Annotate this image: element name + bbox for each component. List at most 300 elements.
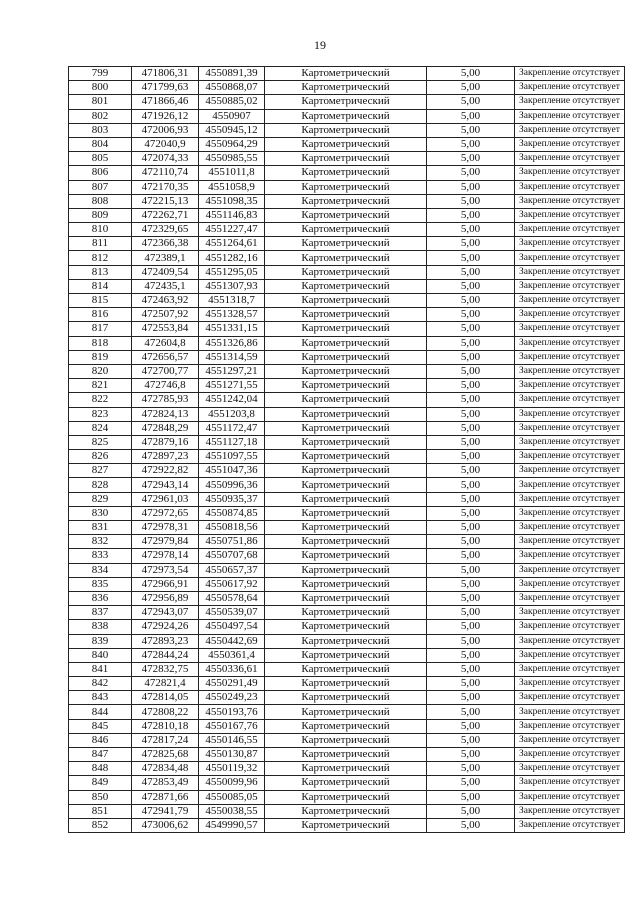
y-coordinate-cell: 4551314,59 xyxy=(199,350,265,364)
point-number-cell: 848 xyxy=(69,762,132,776)
method-cell: Картометрический xyxy=(265,251,427,265)
point-number-cell: 803 xyxy=(69,123,132,137)
table-row xyxy=(69,535,625,549)
method-cell: Картометрический xyxy=(265,137,427,151)
method-cell: Картометрический xyxy=(265,237,427,251)
point-number-cell: 801 xyxy=(69,95,132,109)
fixation-cell: Закрепление отсутствует xyxy=(515,67,625,81)
y-coordinate-cell: 4551203,8 xyxy=(199,407,265,421)
point-number-cell: 829 xyxy=(69,492,132,506)
precision-cell: 5,00 xyxy=(427,719,515,733)
table-row xyxy=(69,464,625,478)
y-coordinate-cell: 4550130,87 xyxy=(199,748,265,762)
fixation-cell: Закрепление отсутствует xyxy=(515,208,625,222)
table-row xyxy=(69,95,625,109)
method-cell: Картометрический xyxy=(265,563,427,577)
precision-cell: 5,00 xyxy=(427,421,515,435)
point-number-cell: 802 xyxy=(69,109,132,123)
table-row xyxy=(69,407,625,421)
y-coordinate-cell: 4550085,05 xyxy=(199,790,265,804)
method-cell: Картометрический xyxy=(265,733,427,747)
precision-cell: 5,00 xyxy=(427,435,515,449)
point-number-cell: 817 xyxy=(69,322,132,336)
x-coordinate-cell: 472700,77 xyxy=(132,364,199,378)
x-coordinate-cell: 471866,46 xyxy=(132,95,199,109)
x-coordinate-cell: 472832,75 xyxy=(132,662,199,676)
fixation-cell: Закрепление отсутствует xyxy=(515,152,625,166)
x-coordinate-cell: 472040,9 xyxy=(132,137,199,151)
fixation-cell: Закрепление отсутствует xyxy=(515,662,625,676)
x-coordinate-cell: 472941,79 xyxy=(132,804,199,818)
y-coordinate-cell: 4550167,76 xyxy=(199,719,265,733)
point-number-cell: 831 xyxy=(69,521,132,535)
table-row xyxy=(69,81,625,95)
precision-cell: 5,00 xyxy=(427,237,515,251)
fixation-cell: Закрепление отсутствует xyxy=(515,776,625,790)
fixation-cell: Закрепление отсутствует xyxy=(515,166,625,180)
table-row xyxy=(69,733,625,747)
fixation-cell: Закрепление отсутствует xyxy=(515,733,625,747)
table-row xyxy=(69,620,625,634)
x-coordinate-cell: 472961,03 xyxy=(132,492,199,506)
fixation-cell: Закрепление отсутствует xyxy=(515,492,625,506)
precision-cell: 5,00 xyxy=(427,577,515,591)
method-cell: Картометрический xyxy=(265,719,427,733)
precision-cell: 5,00 xyxy=(427,265,515,279)
x-coordinate-cell: 473006,62 xyxy=(132,818,199,832)
y-coordinate-cell: 4550996,36 xyxy=(199,478,265,492)
table-row xyxy=(69,152,625,166)
y-coordinate-cell: 4551098,35 xyxy=(199,194,265,208)
table-row xyxy=(69,634,625,648)
x-coordinate-cell: 472656,57 xyxy=(132,350,199,364)
precision-cell: 5,00 xyxy=(427,180,515,194)
table-row xyxy=(69,762,625,776)
precision-cell: 5,00 xyxy=(427,407,515,421)
point-number-cell: 806 xyxy=(69,166,132,180)
x-coordinate-cell: 472893,23 xyxy=(132,634,199,648)
y-coordinate-cell: 4551264,61 xyxy=(199,237,265,251)
method-cell: Картометрический xyxy=(265,762,427,776)
point-number-cell: 843 xyxy=(69,691,132,705)
fixation-cell: Закрепление отсутствует xyxy=(515,109,625,123)
method-cell: Картометрический xyxy=(265,577,427,591)
precision-cell: 5,00 xyxy=(427,818,515,832)
x-coordinate-cell: 472110,74 xyxy=(132,166,199,180)
method-cell: Картометрический xyxy=(265,265,427,279)
y-coordinate-cell: 4549990,57 xyxy=(199,818,265,832)
y-coordinate-cell: 4550099,96 xyxy=(199,776,265,790)
precision-cell: 5,00 xyxy=(427,677,515,691)
fixation-cell: Закрепление отсутствует xyxy=(515,308,625,322)
y-coordinate-cell: 4551318,7 xyxy=(199,294,265,308)
precision-cell: 5,00 xyxy=(427,279,515,293)
table-row xyxy=(69,393,625,407)
fixation-cell: Закрепление отсутствует xyxy=(515,194,625,208)
method-cell: Картометрический xyxy=(265,804,427,818)
coordinates-table xyxy=(68,66,625,833)
y-coordinate-cell: 4551295,05 xyxy=(199,265,265,279)
x-coordinate-cell: 472978,31 xyxy=(132,521,199,535)
precision-cell: 5,00 xyxy=(427,464,515,478)
method-cell: Картометрический xyxy=(265,322,427,336)
point-number-cell: 800 xyxy=(69,81,132,95)
y-coordinate-cell: 4551172,47 xyxy=(199,421,265,435)
table-row xyxy=(69,748,625,762)
method-cell: Картометрический xyxy=(265,748,427,762)
point-number-cell: 849 xyxy=(69,776,132,790)
precision-cell: 5,00 xyxy=(427,591,515,605)
method-cell: Картометрический xyxy=(265,506,427,520)
precision-cell: 5,00 xyxy=(427,336,515,350)
point-number-cell: 816 xyxy=(69,308,132,322)
method-cell: Картометрический xyxy=(265,492,427,506)
fixation-cell: Закрепление отсутствует xyxy=(515,762,625,776)
method-cell: Картометрический xyxy=(265,95,427,109)
fixation-cell: Закрепление отсутствует xyxy=(515,336,625,350)
table-row xyxy=(69,223,625,237)
table-row xyxy=(69,790,625,804)
y-coordinate-cell: 4550868,07 xyxy=(199,81,265,95)
precision-cell: 5,00 xyxy=(427,705,515,719)
fixation-cell: Закрепление отсутствует xyxy=(515,577,625,591)
table-row xyxy=(69,677,625,691)
y-coordinate-cell: 4550578,64 xyxy=(199,591,265,605)
table-row xyxy=(69,123,625,137)
fixation-cell: Закрепление отсутствует xyxy=(515,804,625,818)
method-cell: Картометрический xyxy=(265,194,427,208)
precision-cell: 5,00 xyxy=(427,804,515,818)
x-coordinate-cell: 472604,8 xyxy=(132,336,199,350)
precision-cell: 5,00 xyxy=(427,691,515,705)
x-coordinate-cell: 471799,63 xyxy=(132,81,199,95)
table-row xyxy=(69,506,625,520)
method-cell: Картометрический xyxy=(265,464,427,478)
table-row xyxy=(69,435,625,449)
x-coordinate-cell: 472879,16 xyxy=(132,435,199,449)
precision-cell: 5,00 xyxy=(427,762,515,776)
y-coordinate-cell: 4551297,21 xyxy=(199,364,265,378)
table-row xyxy=(69,350,625,364)
precision-cell: 5,00 xyxy=(427,478,515,492)
method-cell: Картометрический xyxy=(265,535,427,549)
x-coordinate-cell: 472979,84 xyxy=(132,535,199,549)
table-row xyxy=(69,450,625,464)
fixation-cell: Закрепление отсутствует xyxy=(515,549,625,563)
y-coordinate-cell: 4551326,86 xyxy=(199,336,265,350)
y-coordinate-cell: 4550874,85 xyxy=(199,506,265,520)
table-row xyxy=(69,776,625,790)
method-cell: Картометрический xyxy=(265,67,427,81)
y-coordinate-cell: 4550361,4 xyxy=(199,648,265,662)
fixation-cell: Закрепление отсутствует xyxy=(515,478,625,492)
table-row xyxy=(69,251,625,265)
x-coordinate-cell: 472844,24 xyxy=(132,648,199,662)
x-coordinate-cell: 472956,89 xyxy=(132,591,199,605)
method-cell: Картометрический xyxy=(265,81,427,95)
precision-cell: 5,00 xyxy=(427,790,515,804)
fixation-cell: Закрепление отсутствует xyxy=(515,634,625,648)
y-coordinate-cell: 4550291,49 xyxy=(199,677,265,691)
precision-cell: 5,00 xyxy=(427,733,515,747)
point-number-cell: 810 xyxy=(69,223,132,237)
point-number-cell: 824 xyxy=(69,421,132,435)
y-coordinate-cell: 4551047,36 xyxy=(199,464,265,478)
fixation-cell: Закрепление отсутствует xyxy=(515,137,625,151)
method-cell: Картометрический xyxy=(265,152,427,166)
y-coordinate-cell: 4550751,86 xyxy=(199,535,265,549)
x-coordinate-cell: 472871,66 xyxy=(132,790,199,804)
precision-cell: 5,00 xyxy=(427,308,515,322)
method-cell: Картометрический xyxy=(265,549,427,563)
x-coordinate-cell: 472978,14 xyxy=(132,549,199,563)
y-coordinate-cell: 4550907 xyxy=(199,109,265,123)
method-cell: Картометрический xyxy=(265,379,427,393)
fixation-cell: Закрепление отсутствует xyxy=(515,450,625,464)
table-row xyxy=(69,563,625,577)
table-row xyxy=(69,379,625,393)
fixation-cell: Закрепление отсутствует xyxy=(515,435,625,449)
method-cell: Картометрический xyxy=(265,308,427,322)
precision-cell: 5,00 xyxy=(427,251,515,265)
y-coordinate-cell: 4551328,57 xyxy=(199,308,265,322)
point-number-cell: 850 xyxy=(69,790,132,804)
fixation-cell: Закрепление отсутствует xyxy=(515,648,625,662)
x-coordinate-cell: 472972,65 xyxy=(132,506,199,520)
fixation-cell: Закрепление отсутствует xyxy=(515,705,625,719)
x-coordinate-cell: 472834,48 xyxy=(132,762,199,776)
coordinates-table-body xyxy=(69,67,625,833)
table-row xyxy=(69,478,625,492)
precision-cell: 5,00 xyxy=(427,223,515,237)
table-row xyxy=(69,492,625,506)
y-coordinate-cell: 4550336,61 xyxy=(199,662,265,676)
x-coordinate-cell: 472943,07 xyxy=(132,606,199,620)
precision-cell: 5,00 xyxy=(427,776,515,790)
table-row xyxy=(69,521,625,535)
table-row xyxy=(69,705,625,719)
table-row xyxy=(69,591,625,605)
point-number-cell: 845 xyxy=(69,719,132,733)
table-row xyxy=(69,180,625,194)
fixation-cell: Закрепление отсутствует xyxy=(515,123,625,137)
x-coordinate-cell: 472409,54 xyxy=(132,265,199,279)
y-coordinate-cell: 4550539,07 xyxy=(199,606,265,620)
y-coordinate-cell: 4550657,37 xyxy=(199,563,265,577)
y-coordinate-cell: 4550497,54 xyxy=(199,620,265,634)
table-row xyxy=(69,662,625,676)
point-number-cell: 825 xyxy=(69,435,132,449)
method-cell: Картометрический xyxy=(265,208,427,222)
y-coordinate-cell: 4550249,23 xyxy=(199,691,265,705)
method-cell: Картометрический xyxy=(265,818,427,832)
fixation-cell: Закрепление отсутствует xyxy=(515,81,625,95)
y-coordinate-cell: 4550935,37 xyxy=(199,492,265,506)
y-coordinate-cell: 4551146,83 xyxy=(199,208,265,222)
point-number-cell: 830 xyxy=(69,506,132,520)
point-number-cell: 833 xyxy=(69,549,132,563)
point-number-cell: 805 xyxy=(69,152,132,166)
table-row xyxy=(69,577,625,591)
point-number-cell: 822 xyxy=(69,393,132,407)
y-coordinate-cell: 4551271,55 xyxy=(199,379,265,393)
x-coordinate-cell: 472821,4 xyxy=(132,677,199,691)
fixation-cell: Закрепление отсутствует xyxy=(515,294,625,308)
x-coordinate-cell: 472507,92 xyxy=(132,308,199,322)
precision-cell: 5,00 xyxy=(427,393,515,407)
fixation-cell: Закрепление отсутствует xyxy=(515,279,625,293)
precision-cell: 5,00 xyxy=(427,549,515,563)
table-row xyxy=(69,265,625,279)
precision-cell: 5,00 xyxy=(427,492,515,506)
x-coordinate-cell: 472943,14 xyxy=(132,478,199,492)
table-row xyxy=(69,208,625,222)
x-coordinate-cell: 472817,24 xyxy=(132,733,199,747)
method-cell: Картометрический xyxy=(265,478,427,492)
fixation-cell: Закрепление отсутствует xyxy=(515,393,625,407)
table-row xyxy=(69,308,625,322)
point-number-cell: 841 xyxy=(69,662,132,676)
y-coordinate-cell: 4550193,76 xyxy=(199,705,265,719)
table-row xyxy=(69,648,625,662)
point-number-cell: 834 xyxy=(69,563,132,577)
method-cell: Картометрический xyxy=(265,336,427,350)
y-coordinate-cell: 4551058,9 xyxy=(199,180,265,194)
method-cell: Картометрический xyxy=(265,662,427,676)
fixation-cell: Закрепление отсутствует xyxy=(515,95,625,109)
fixation-cell: Закрепление отсутствует xyxy=(515,237,625,251)
precision-cell: 5,00 xyxy=(427,450,515,464)
precision-cell: 5,00 xyxy=(427,294,515,308)
x-coordinate-cell: 472824,13 xyxy=(132,407,199,421)
point-number-cell: 838 xyxy=(69,620,132,634)
x-coordinate-cell: 472924,26 xyxy=(132,620,199,634)
method-cell: Картометрический xyxy=(265,691,427,705)
point-number-cell: 804 xyxy=(69,137,132,151)
point-number-cell: 851 xyxy=(69,804,132,818)
precision-cell: 5,00 xyxy=(427,194,515,208)
method-cell: Картометрический xyxy=(265,364,427,378)
fixation-cell: Закрепление отсутствует xyxy=(515,719,625,733)
y-coordinate-cell: 4550985,55 xyxy=(199,152,265,166)
point-number-cell: 808 xyxy=(69,194,132,208)
fixation-cell: Закрепление отсутствует xyxy=(515,407,625,421)
y-coordinate-cell: 4550707,68 xyxy=(199,549,265,563)
point-number-cell: 827 xyxy=(69,464,132,478)
fixation-cell: Закрепление отсутствует xyxy=(515,350,625,364)
point-number-cell: 819 xyxy=(69,350,132,364)
precision-cell: 5,00 xyxy=(427,620,515,634)
point-number-cell: 835 xyxy=(69,577,132,591)
method-cell: Картометрический xyxy=(265,634,427,648)
method-cell: Картометрический xyxy=(265,223,427,237)
y-coordinate-cell: 4550146,55 xyxy=(199,733,265,747)
method-cell: Картометрический xyxy=(265,393,427,407)
fixation-cell: Закрепление отсутствует xyxy=(515,223,625,237)
point-number-cell: 823 xyxy=(69,407,132,421)
method-cell: Картометрический xyxy=(265,705,427,719)
precision-cell: 5,00 xyxy=(427,379,515,393)
point-number-cell: 840 xyxy=(69,648,132,662)
precision-cell: 5,00 xyxy=(427,521,515,535)
x-coordinate-cell: 472553,84 xyxy=(132,322,199,336)
method-cell: Картометрический xyxy=(265,591,427,605)
fixation-cell: Закрепление отсутствует xyxy=(515,563,625,577)
method-cell: Картометрический xyxy=(265,407,427,421)
point-number-cell: 832 xyxy=(69,535,132,549)
point-number-cell: 839 xyxy=(69,634,132,648)
table-row xyxy=(69,719,625,733)
point-number-cell: 809 xyxy=(69,208,132,222)
fixation-cell: Закрепление отсутствует xyxy=(515,591,625,605)
method-cell: Картометрический xyxy=(265,790,427,804)
x-coordinate-cell: 472074,33 xyxy=(132,152,199,166)
fixation-cell: Закрепление отсутствует xyxy=(515,535,625,549)
method-cell: Картометрический xyxy=(265,279,427,293)
precision-cell: 5,00 xyxy=(427,535,515,549)
y-coordinate-cell: 4551097,55 xyxy=(199,450,265,464)
point-number-cell: 826 xyxy=(69,450,132,464)
table-row xyxy=(69,364,625,378)
table-row xyxy=(69,818,625,832)
x-coordinate-cell: 472848,29 xyxy=(132,421,199,435)
table-row xyxy=(69,294,625,308)
x-coordinate-cell: 472825,68 xyxy=(132,748,199,762)
x-coordinate-cell: 471806,31 xyxy=(132,67,199,81)
precision-cell: 5,00 xyxy=(427,350,515,364)
fixation-cell: Закрепление отсутствует xyxy=(515,364,625,378)
point-number-cell: 846 xyxy=(69,733,132,747)
fixation-cell: Закрепление отсутствует xyxy=(515,180,625,194)
method-cell: Картометрический xyxy=(265,606,427,620)
precision-cell: 5,00 xyxy=(427,748,515,762)
precision-cell: 5,00 xyxy=(427,67,515,81)
precision-cell: 5,00 xyxy=(427,322,515,336)
precision-cell: 5,00 xyxy=(427,506,515,520)
table-row xyxy=(69,137,625,151)
point-number-cell: 811 xyxy=(69,237,132,251)
table-row xyxy=(69,606,625,620)
precision-cell: 5,00 xyxy=(427,81,515,95)
precision-cell: 5,00 xyxy=(427,648,515,662)
method-cell: Картометрический xyxy=(265,648,427,662)
method-cell: Картометрический xyxy=(265,166,427,180)
method-cell: Картометрический xyxy=(265,435,427,449)
fixation-cell: Закрепление отсутствует xyxy=(515,265,625,279)
fixation-cell: Закрепление отсутствует xyxy=(515,521,625,535)
point-number-cell: 818 xyxy=(69,336,132,350)
precision-cell: 5,00 xyxy=(427,123,515,137)
point-number-cell: 815 xyxy=(69,294,132,308)
precision-cell: 5,00 xyxy=(427,109,515,123)
x-coordinate-cell: 472810,18 xyxy=(132,719,199,733)
x-coordinate-cell: 472170,35 xyxy=(132,180,199,194)
table-row xyxy=(69,194,625,208)
y-coordinate-cell: 4551227,47 xyxy=(199,223,265,237)
precision-cell: 5,00 xyxy=(427,364,515,378)
fixation-cell: Закрепление отсутствует xyxy=(515,818,625,832)
y-coordinate-cell: 4551242,04 xyxy=(199,393,265,407)
table-row xyxy=(69,237,625,251)
x-coordinate-cell: 472973,54 xyxy=(132,563,199,577)
fixation-cell: Закрепление отсутствует xyxy=(515,790,625,804)
y-coordinate-cell: 4550964,29 xyxy=(199,137,265,151)
method-cell: Картометрический xyxy=(265,350,427,364)
table-row xyxy=(69,421,625,435)
y-coordinate-cell: 4551307,93 xyxy=(199,279,265,293)
x-coordinate-cell: 471926,12 xyxy=(132,109,199,123)
y-coordinate-cell: 4550891,39 xyxy=(199,67,265,81)
